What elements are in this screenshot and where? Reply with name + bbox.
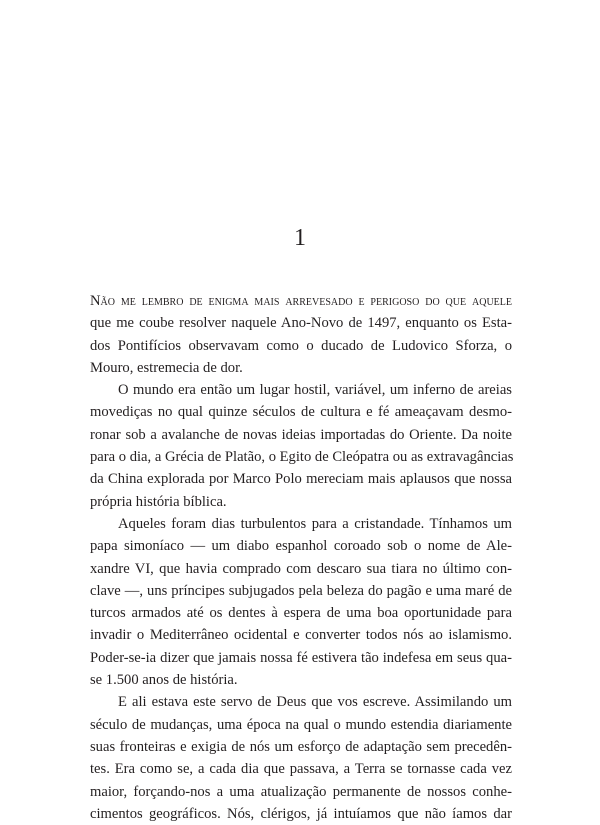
paragraph-4-line: suas fronteiras e exigia de nós um esforço de adaptação sem precedên- [90, 738, 512, 755]
paragraph-3-line: Aqueles foram dias turbulentos para a cristandade. Tínhamos um [118, 515, 512, 532]
chapter-body [90, 290, 512, 825]
paragraph-2-line: própria história bíblica. [90, 493, 227, 510]
paragraph-4-line: século de mudanças, uma época na qual o mundo estendia diariamente [90, 716, 512, 733]
paragraph-4-line: maior, forçando-nos a uma atualização permanente de nossos conhe- [90, 783, 512, 800]
paragraph-2-line: para o dia, a Grécia de Platão, o Egito de Cleópatra ou as extravagâncias [90, 449, 514, 466]
paragraph-2-line: movediças no qual quinze séculos de cultura e fé ameaçavam desmo- [90, 404, 512, 421]
paragraph-2-line: O mundo era então um lugar hostil, variável, um inferno de areias [118, 382, 512, 399]
paragraph-4-line: E ali estava este servo de Deus que vos escreve. Assimilando um [118, 694, 512, 711]
paragraph-3-line: se 1.500 anos de história. [90, 672, 238, 689]
paragraph-4-line: tes. Era como se, a cada dia que passava, a Terra se tornasse cada vez [90, 761, 512, 778]
paragraph-1-line: dos Pontifícios observavam como o ducado de Ludovico Sforza, o [90, 337, 512, 354]
paragraph-3-line: papa simoníaco — um diabo espanhol coroado sob o nome de Ale- [90, 538, 512, 555]
paragraph-3-line: clave —, uns príncipes subjugados pela beleza do pagão e uma maré de [90, 582, 512, 599]
paragraph-2-line: ronar sob a avalanche de novas ideias importadas do Oriente. Da noite [90, 426, 512, 443]
chapter-number: 1 [294, 225, 306, 251]
paragraph-3-line: invadir o Mediterrâneo ocidental e converter todos nós ao islamismo. [90, 627, 512, 644]
paragraph-1-line: que me coube resolver naquele Ano-Novo de 1497, enquanto os Esta- [90, 315, 512, 332]
paragraph-3-line: Poder-se-ia dizer que jamais nossa fé estivera tão indefesa em seus qua- [90, 649, 512, 666]
paragraph-1-line: Mouro, estremecia de dor. [90, 359, 243, 376]
paragraph-2-line: da China explorada por Marco Polo mereciam mais aplausos que nossa [90, 471, 512, 488]
paragraph-3-line: turcos armados até os dentes à espera de uma boa oportunidade para [90, 605, 512, 622]
paragraph-3-line: xandre VI, que havia comprado com descaro sua tiara no último con- [90, 560, 512, 577]
paragraph-4-line: cimentos geográficos. Nós, clérigos, já intuíamos que não íamos dar [90, 805, 512, 822]
paragraph-1-opening-line: Não me lembro de enigma mais arrevesado e perigoso do que aquele [90, 293, 512, 309]
